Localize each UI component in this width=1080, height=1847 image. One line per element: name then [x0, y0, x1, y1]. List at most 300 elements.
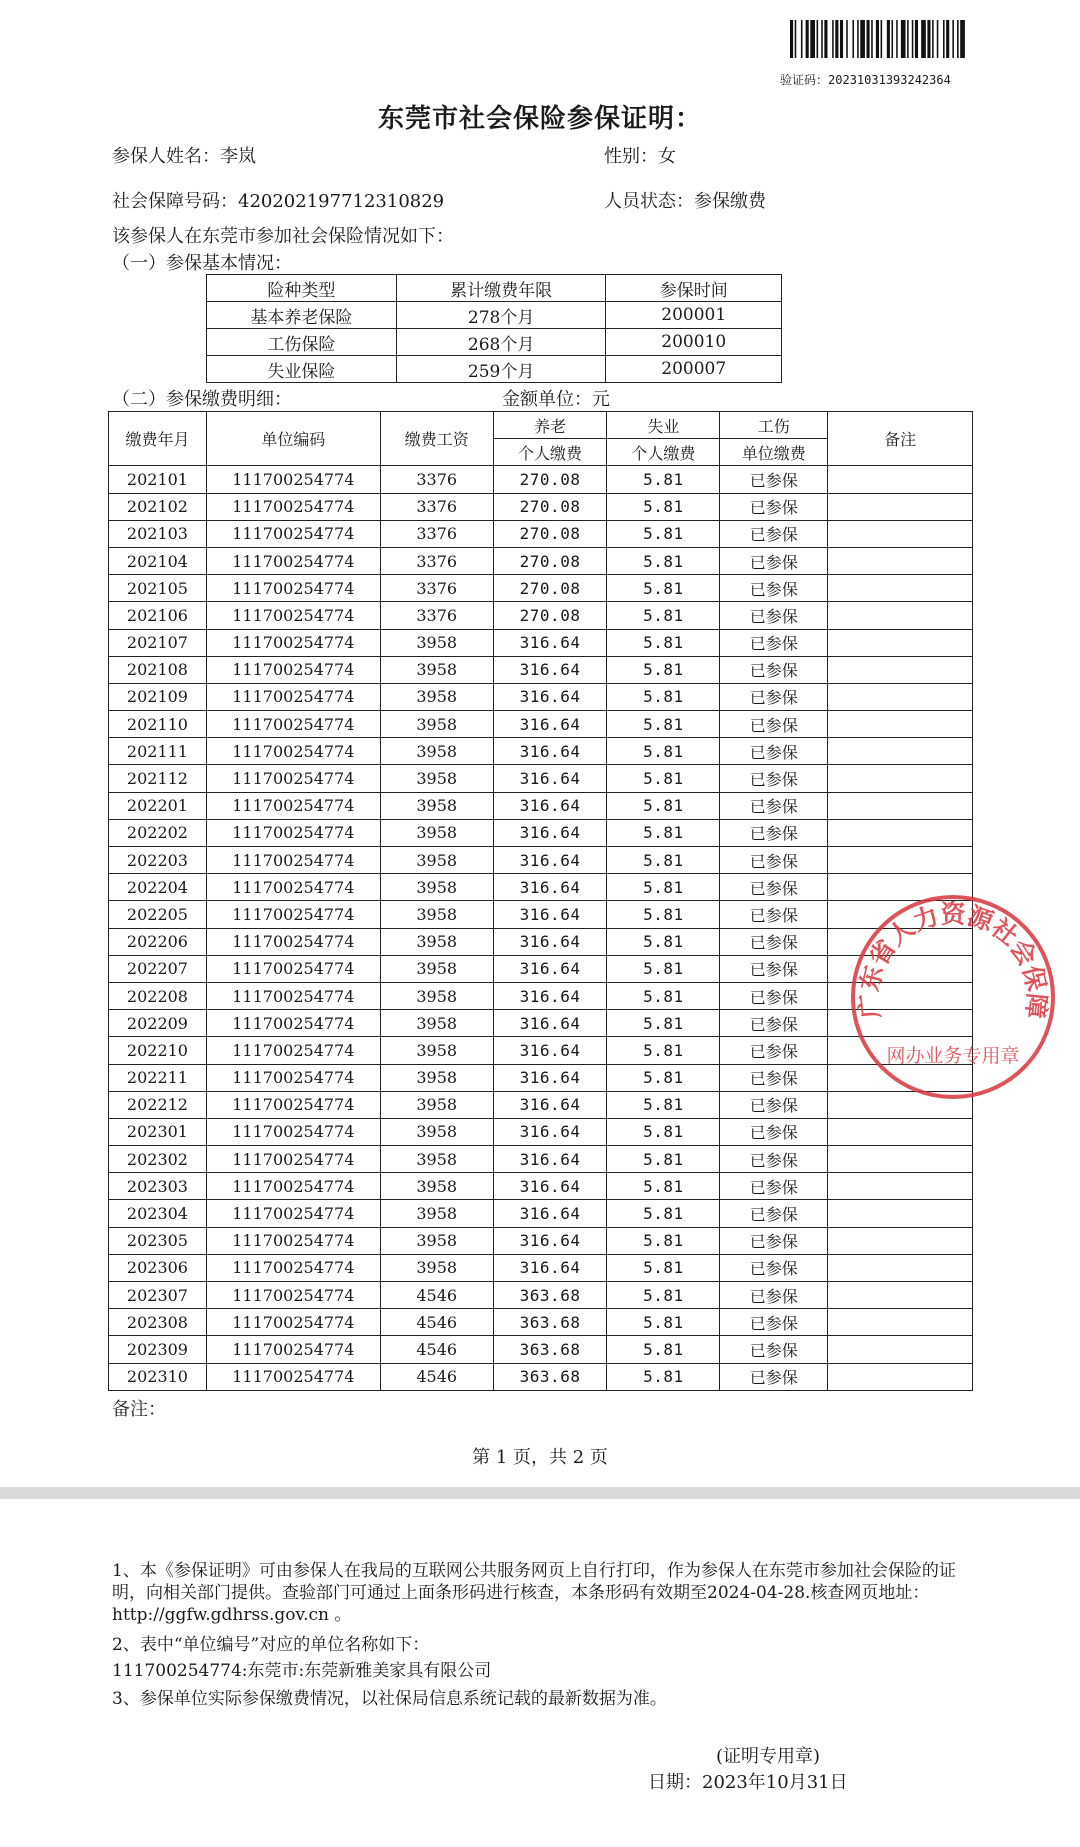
cell-wage: 3958	[380, 1254, 493, 1281]
cell-month: 202307	[109, 1282, 207, 1309]
table-row	[109, 711, 973, 738]
header-remark: 备注	[828, 412, 973, 466]
cell-unemployment: 5.81	[607, 520, 720, 547]
cell-injury: 已参保	[720, 1037, 828, 1064]
cell-wage: 3958	[380, 1200, 493, 1227]
cell-unit-code: 111700254774	[206, 575, 380, 602]
cell-unit-code: 111700254774	[206, 1200, 380, 1227]
name-row	[112, 142, 256, 168]
cell-unit-code: 111700254774	[206, 1091, 380, 1118]
table-row	[109, 1282, 973, 1309]
cell-injury: 已参保	[720, 874, 828, 901]
cell-pension: 270.08	[493, 493, 607, 520]
issue-date	[648, 1768, 848, 1794]
cell-month: 202310	[109, 1363, 207, 1390]
cell-unit-code: 111700254774	[206, 629, 380, 656]
cell-pension: 316.64	[493, 711, 607, 738]
cell-wage: 3958	[380, 1010, 493, 1037]
table-row	[109, 847, 973, 874]
cell-month: 202106	[109, 602, 207, 629]
cell-month: 202112	[109, 765, 207, 792]
cell-wage: 3958	[380, 656, 493, 683]
cell-month: 202204	[109, 874, 207, 901]
cell-remark	[828, 738, 973, 765]
cell-unemployment: 5.81	[607, 493, 720, 520]
table-row	[109, 1227, 973, 1254]
table-row	[109, 547, 973, 574]
cell-unemployment: 5.81	[607, 1254, 720, 1281]
name-label: 参保人姓名：	[112, 146, 220, 167]
cell-month: 202211	[109, 1064, 207, 1091]
cell-remark	[828, 1118, 973, 1145]
cell-injury: 已参保	[720, 1363, 828, 1390]
cell-unemployment: 5.81	[607, 738, 720, 765]
cell-month: 202108	[109, 656, 207, 683]
cell-pension: 270.08	[493, 575, 607, 602]
cell-month: 202103	[109, 520, 207, 547]
cell-unit-code: 111700254774	[206, 928, 380, 955]
table-row	[109, 520, 973, 547]
cell-pension: 316.64	[493, 765, 607, 792]
header-pension-sub: 个人缴费	[493, 439, 607, 466]
table-row	[109, 1091, 973, 1118]
cell-remark	[828, 711, 973, 738]
cell-wage: 3958	[380, 792, 493, 819]
basic-row	[207, 302, 782, 329]
cell-injury: 已参保	[720, 602, 828, 629]
cell-unemployment: 5.81	[607, 765, 720, 792]
official-seal-stamp	[848, 892, 1058, 1102]
amount-unit-label: 金额单位：元	[502, 389, 610, 410]
basic-row	[207, 356, 782, 383]
cell-injury: 已参保	[720, 1254, 828, 1281]
cell-month: 202303	[109, 1173, 207, 1200]
cell-wage: 3958	[380, 955, 493, 982]
table-row	[109, 901, 973, 928]
cell-pension: 316.64	[493, 955, 607, 982]
cell-unit-code: 111700254774	[206, 1309, 380, 1336]
cell-unemployment: 5.81	[607, 466, 720, 493]
cell-month: 202306	[109, 1254, 207, 1281]
gender-value: 女	[658, 146, 676, 167]
cell-remark	[828, 1309, 973, 1336]
payment-detail-table	[108, 411, 973, 1391]
table-row	[109, 1037, 973, 1064]
cell-unemployment: 5.81	[607, 982, 720, 1009]
cell-pension: 363.68	[493, 1363, 607, 1390]
cell-unemployment: 5.81	[607, 1200, 720, 1227]
cell-injury: 已参保	[720, 901, 828, 928]
cell-remark	[828, 1336, 973, 1363]
cell-unit-code: 111700254774	[206, 1010, 380, 1037]
page-title: 东莞市社会保险参保证明：	[377, 104, 702, 134]
cell-unit-code: 111700254774	[206, 982, 380, 1009]
header-month: 缴费年月	[109, 412, 207, 466]
cell-month: 202212	[109, 1091, 207, 1118]
verify-code-label: 验证码：	[780, 73, 829, 87]
cell-injury: 已参保	[720, 792, 828, 819]
date-value: 2023年10月31日	[702, 1772, 848, 1793]
basic-insurance-table	[206, 274, 782, 383]
cell-unemployment: 5.81	[607, 1037, 720, 1064]
header-injury-sub: 单位缴费	[720, 439, 828, 466]
verify-code-value: 20231031393242364	[828, 73, 951, 87]
basic-cell-type: 基本养老保险	[207, 302, 397, 329]
basic-row	[207, 329, 782, 356]
date-label: 日期：	[648, 1772, 702, 1793]
cell-wage: 3958	[380, 738, 493, 765]
basic-header-years: 累计缴费年限	[396, 275, 606, 302]
cell-pension: 316.64	[493, 1010, 607, 1037]
cell-unit-code: 111700254774	[206, 493, 380, 520]
cell-month: 202102	[109, 493, 207, 520]
table-row	[109, 1118, 973, 1145]
header-unemployment: 失业	[607, 412, 720, 439]
gender-row	[604, 142, 676, 168]
cell-unemployment: 5.81	[607, 819, 720, 846]
ssn-label: 社会保障号码：	[112, 191, 238, 212]
basic-cell-type: 失业保险	[207, 356, 397, 383]
cell-unit-code: 111700254774	[206, 955, 380, 982]
cell-unit-code: 111700254774	[206, 602, 380, 629]
table-row	[109, 819, 973, 846]
table-row	[109, 1064, 973, 1091]
cell-unit-code: 111700254774	[206, 1037, 380, 1064]
cell-injury: 已参保	[720, 575, 828, 602]
cell-remark	[828, 575, 973, 602]
cell-wage: 4546	[380, 1336, 493, 1363]
cell-injury: 已参保	[720, 1227, 828, 1254]
cell-month: 202101	[109, 466, 207, 493]
cell-pension: 270.08	[493, 602, 607, 629]
gender-label: 性别：	[604, 146, 658, 167]
table-row	[109, 1173, 973, 1200]
cell-pension: 316.64	[493, 683, 607, 710]
cell-unemployment: 5.81	[607, 547, 720, 574]
cell-pension: 316.64	[493, 1173, 607, 1200]
cell-unit-code: 111700254774	[206, 520, 380, 547]
cell-month: 202207	[109, 955, 207, 982]
cell-remark	[828, 1363, 973, 1390]
table-row	[109, 1254, 973, 1281]
cell-injury: 已参保	[720, 1064, 828, 1091]
section-detail-title: （二）参保缴费明细：	[112, 389, 292, 410]
cell-pension: 316.64	[493, 656, 607, 683]
cell-injury: 已参保	[720, 982, 828, 1009]
cell-month: 202203	[109, 847, 207, 874]
cell-unit-code: 111700254774	[206, 1254, 380, 1281]
remark-label: 备注：	[112, 1399, 166, 1420]
cell-unemployment: 5.81	[607, 629, 720, 656]
table-row	[109, 602, 973, 629]
table-row	[109, 955, 973, 982]
cell-wage: 3958	[380, 928, 493, 955]
cell-remark	[828, 547, 973, 574]
cell-unit-code: 111700254774	[206, 711, 380, 738]
cell-pension: 316.64	[493, 819, 607, 846]
table-row	[109, 738, 973, 765]
cell-unemployment: 5.81	[607, 1227, 720, 1254]
cell-unit-code: 111700254774	[206, 1227, 380, 1254]
table-row	[109, 1336, 973, 1363]
basic-cell-type: 工伤保险	[207, 329, 397, 356]
cell-month: 202105	[109, 575, 207, 602]
cell-unemployment: 5.81	[607, 1282, 720, 1309]
basic-cell-start: 200001	[606, 302, 782, 329]
cell-injury: 已参保	[720, 493, 828, 520]
seal-note: (证明专用章)	[716, 1746, 821, 1767]
section-basic-title: （一）参保基本情况：	[112, 253, 292, 274]
cell-remark	[828, 602, 973, 629]
cell-wage: 3958	[380, 1091, 493, 1118]
cell-unit-code: 111700254774	[206, 901, 380, 928]
cell-unemployment: 5.81	[607, 575, 720, 602]
cell-unemployment: 5.81	[607, 792, 720, 819]
cell-injury: 已参保	[720, 547, 828, 574]
cell-injury: 已参保	[720, 955, 828, 982]
basic-cell-start: 200007	[606, 356, 782, 383]
cell-month: 202304	[109, 1200, 207, 1227]
cell-month: 202201	[109, 792, 207, 819]
cell-injury: 已参保	[720, 1282, 828, 1309]
page-separator	[0, 1487, 1080, 1499]
cell-pension: 316.64	[493, 901, 607, 928]
cell-wage: 3958	[380, 874, 493, 901]
cell-unemployment: 5.81	[607, 1010, 720, 1037]
cell-unemployment: 5.81	[607, 656, 720, 683]
cell-pension: 316.64	[493, 738, 607, 765]
cell-wage: 3958	[380, 901, 493, 928]
cell-pension: 316.64	[493, 1200, 607, 1227]
cell-remark	[828, 1146, 973, 1173]
cell-injury: 已参保	[720, 466, 828, 493]
note-1: 1、本《参保证明》可由参保人在我局的互联网公共服务网页上自行打印，作为参保人在东莞市参加社会保险的证明，向相关部门提供。查验部门可通过上面条形码进行核查，本条形码有效期至2024-04-28.核查网页地址：http://ggfw.gdhrss.gov.cn 。	[112, 1561, 956, 1625]
detail-header-row-1	[109, 412, 973, 439]
cell-unemployment: 5.81	[607, 1118, 720, 1145]
table-row	[109, 792, 973, 819]
cell-pension: 316.64	[493, 1227, 607, 1254]
cell-remark	[828, 765, 973, 792]
cell-injury: 已参保	[720, 928, 828, 955]
basic-header-type: 险种类型	[207, 275, 397, 302]
cell-month: 202206	[109, 928, 207, 955]
basic-cell-start: 200010	[606, 329, 782, 356]
cell-pension: 316.64	[493, 1118, 607, 1145]
table-row	[109, 466, 973, 493]
cell-pension: 270.08	[493, 547, 607, 574]
table-row	[109, 874, 973, 901]
note-3: 3、参保单位实际参保缴费情况，以社保局信息系统记载的最新数据为准。	[112, 1689, 667, 1709]
header-wage: 缴费工资	[380, 412, 493, 466]
cell-unemployment: 5.81	[607, 1336, 720, 1363]
cell-month: 202209	[109, 1010, 207, 1037]
table-row	[109, 1363, 973, 1390]
cell-month: 202210	[109, 1037, 207, 1064]
cell-unemployment: 5.81	[607, 1173, 720, 1200]
cell-pension: 363.68	[493, 1282, 607, 1309]
barcode	[790, 20, 968, 58]
cell-remark	[828, 629, 973, 656]
cell-unemployment: 5.81	[607, 1091, 720, 1118]
cell-wage: 3376	[380, 520, 493, 547]
cell-wage: 3958	[380, 1146, 493, 1173]
status-label: 人员状态：	[604, 191, 694, 212]
cell-remark	[828, 1227, 973, 1254]
cell-unemployment: 5.81	[607, 1146, 720, 1173]
cell-wage: 3958	[380, 1064, 493, 1091]
cell-remark	[828, 1254, 973, 1281]
svg-text:广东省人力资源社会保障	[854, 900, 1052, 1020]
stamp-inner-text: 网办业务专用章	[886, 1045, 1020, 1067]
table-row	[109, 683, 973, 710]
cell-unemployment: 5.81	[607, 955, 720, 982]
cell-injury: 已参保	[720, 1336, 828, 1363]
cell-unemployment: 5.81	[607, 1309, 720, 1336]
cell-unit-code: 111700254774	[206, 466, 380, 493]
cell-month: 202301	[109, 1118, 207, 1145]
cell-injury: 已参保	[720, 1091, 828, 1118]
status-value: 参保缴费	[694, 191, 766, 212]
cell-remark	[828, 819, 973, 846]
cell-unit-code: 111700254774	[206, 656, 380, 683]
cell-wage: 3958	[380, 847, 493, 874]
cell-pension: 270.08	[493, 466, 607, 493]
cell-unit-code: 111700254774	[206, 1146, 380, 1173]
basic-cell-years: 268个月	[396, 329, 606, 356]
cell-month: 202309	[109, 1336, 207, 1363]
cell-wage: 3376	[380, 547, 493, 574]
table-row	[109, 656, 973, 683]
cell-wage: 4546	[380, 1282, 493, 1309]
cell-remark	[828, 520, 973, 547]
stamp-arc-text: 广东省人力资源社会保障	[854, 899, 1052, 1020]
cell-unit-code: 111700254774	[206, 683, 380, 710]
cell-month: 202110	[109, 711, 207, 738]
name-value: 李岚	[220, 146, 256, 167]
cell-unemployment: 5.81	[607, 874, 720, 901]
cell-remark	[828, 1200, 973, 1227]
cell-injury: 已参保	[720, 1173, 828, 1200]
cell-injury: 已参保	[720, 819, 828, 846]
cell-month: 202107	[109, 629, 207, 656]
header-pension: 养老	[493, 412, 607, 439]
table-row	[109, 1146, 973, 1173]
cell-injury: 已参保	[720, 683, 828, 710]
cell-wage: 3376	[380, 466, 493, 493]
table-row	[109, 765, 973, 792]
cell-pension: 316.64	[493, 1091, 607, 1118]
cell-unit-code: 111700254774	[206, 738, 380, 765]
cell-remark	[828, 683, 973, 710]
cell-injury: 已参保	[720, 1200, 828, 1227]
basic-header-start: 参保时间	[606, 275, 782, 302]
cell-remark	[828, 656, 973, 683]
ssn-row	[112, 187, 444, 213]
cell-pension: 363.68	[493, 1336, 607, 1363]
cell-month: 202202	[109, 819, 207, 846]
cell-injury: 已参保	[720, 1118, 828, 1145]
cell-wage: 3958	[380, 711, 493, 738]
cell-unit-code: 111700254774	[206, 765, 380, 792]
basic-cell-years: 259个月	[396, 356, 606, 383]
cell-pension: 316.64	[493, 847, 607, 874]
cell-unit-code: 111700254774	[206, 874, 380, 901]
basic-header-row	[207, 275, 782, 302]
status-row	[604, 187, 766, 213]
cell-remark	[828, 792, 973, 819]
cell-unit-code: 111700254774	[206, 1173, 380, 1200]
cell-wage: 3958	[380, 1173, 493, 1200]
cell-month: 202208	[109, 982, 207, 1009]
cell-remark	[828, 1173, 973, 1200]
cell-pension: 316.64	[493, 1064, 607, 1091]
cell-unemployment: 5.81	[607, 683, 720, 710]
basic-cell-years: 278个月	[396, 302, 606, 329]
cell-month: 202205	[109, 901, 207, 928]
cell-unemployment: 5.81	[607, 928, 720, 955]
cell-unit-code: 111700254774	[206, 1282, 380, 1309]
table-row	[109, 928, 973, 955]
cell-wage: 3958	[380, 982, 493, 1009]
cell-wage: 3958	[380, 819, 493, 846]
cell-remark	[828, 1282, 973, 1309]
cell-injury: 已参保	[720, 629, 828, 656]
cell-unit-code: 111700254774	[206, 1363, 380, 1390]
table-row	[109, 1010, 973, 1037]
table-row	[109, 493, 973, 520]
header-injury: 工伤	[720, 412, 828, 439]
cell-injury: 已参保	[720, 765, 828, 792]
cell-pension: 363.68	[493, 1309, 607, 1336]
cell-injury: 已参保	[720, 711, 828, 738]
cell-month: 202308	[109, 1309, 207, 1336]
table-row	[109, 982, 973, 1009]
page-indicator: 第 1 页，共 2 页	[472, 1447, 608, 1468]
cell-pension: 316.64	[493, 874, 607, 901]
cell-pension: 316.64	[493, 629, 607, 656]
cell-injury: 已参保	[720, 847, 828, 874]
note-company: 111700254774:东莞市:东莞新雅美家具有限公司	[112, 1661, 492, 1681]
table-row	[109, 1309, 973, 1336]
cell-wage: 3958	[380, 1037, 493, 1064]
cell-remark	[828, 847, 973, 874]
cell-unit-code: 111700254774	[206, 1336, 380, 1363]
cell-wage: 4546	[380, 1309, 493, 1336]
cell-month: 202104	[109, 547, 207, 574]
cell-unemployment: 5.81	[607, 1064, 720, 1091]
cell-unemployment: 5.81	[607, 847, 720, 874]
cell-wage: 4546	[380, 1363, 493, 1390]
cell-unit-code: 111700254774	[206, 1064, 380, 1091]
cell-pension: 316.64	[493, 1037, 607, 1064]
cell-unit-code: 111700254774	[206, 847, 380, 874]
cell-injury: 已参保	[720, 1010, 828, 1037]
cell-unit-code: 111700254774	[206, 819, 380, 846]
cell-pension: 316.64	[493, 792, 607, 819]
cell-injury: 已参保	[720, 1146, 828, 1173]
cell-injury: 已参保	[720, 520, 828, 547]
ssn-value: 420202197712310829	[238, 191, 445, 212]
cell-wage: 3958	[380, 1118, 493, 1145]
header-unit-code: 单位编码	[206, 412, 380, 466]
cell-wage: 3376	[380, 493, 493, 520]
cell-unit-code: 111700254774	[206, 792, 380, 819]
cell-pension: 316.64	[493, 1146, 607, 1173]
cell-month: 202302	[109, 1146, 207, 1173]
cell-wage: 3958	[380, 765, 493, 792]
cell-month: 202305	[109, 1227, 207, 1254]
table-row	[109, 1200, 973, 1227]
